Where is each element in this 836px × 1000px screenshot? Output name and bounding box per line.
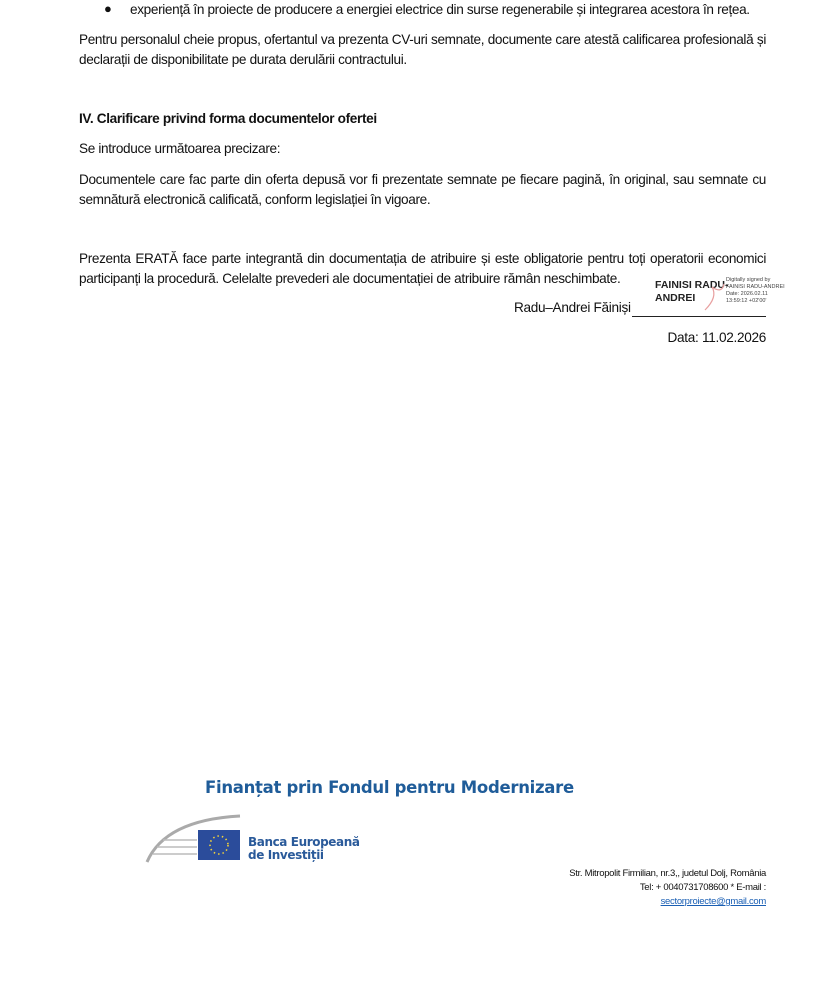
signature-line: [632, 316, 766, 317]
email-link[interactable]: sectorproiecte@gmail.com: [660, 896, 766, 907]
paragraph-personal: Pentru personalul cheie propus, ofertantul va prezenta CV-uri semnate, documente care atestă calificarea profesională și declarații de disponibilitate pe durata derulării contractului.: [79, 32, 766, 67]
bank-name: Banca Europeană de Investiții: [248, 835, 360, 862]
footer-address: Str. Mitropolit Firmilian, nr.3,, judetul Dolj, România Tel: + 0040731708600 * E-mail : sectorproiecte@gmail.com: [569, 868, 766, 907]
document-date: Data: 11.02.2026: [667, 330, 766, 345]
section-intro: Se introduce următoarea precizare:: [79, 141, 281, 156]
closing-paragraph: Prezenta ERATĂ face parte integrantă din documentația de atribuire și este obligatorie pentru toți operatorii economici participanți la procedură. Celelalte prevederi ale documentației de atribuire rămân neschimbate.: [79, 251, 766, 286]
digital-signature-details: Digitally signed by FAINISI RADU-ANDREI Date: 2026.02.11 13:59:12 +02'00': [726, 277, 785, 304]
bullet-item: experiență în proiecte de producere a energiei electrice din surse regenerabile și integrarea acestora în rețea.: [130, 2, 750, 17]
funding-title: Finanțat prin Fondul pentru Modernizare: [205, 778, 574, 797]
eib-logo-icon: [145, 812, 245, 864]
section-text: Documentele care fac parte din oferta depusă vor fi prezentate semnate pe fiecare pagină, în original, sau semnate cu semnătură electronică calificată, conform legislației în vigoare.: [79, 172, 766, 207]
bullet-icon: ●: [104, 1, 112, 16]
signatory-name: Radu–Andrei Făiniși: [514, 300, 631, 315]
digital-signature-name: FAINISI RADU- ANDREI: [655, 279, 729, 304]
section-heading: IV. Clarificare privind forma documentelor ofertei: [79, 111, 377, 126]
